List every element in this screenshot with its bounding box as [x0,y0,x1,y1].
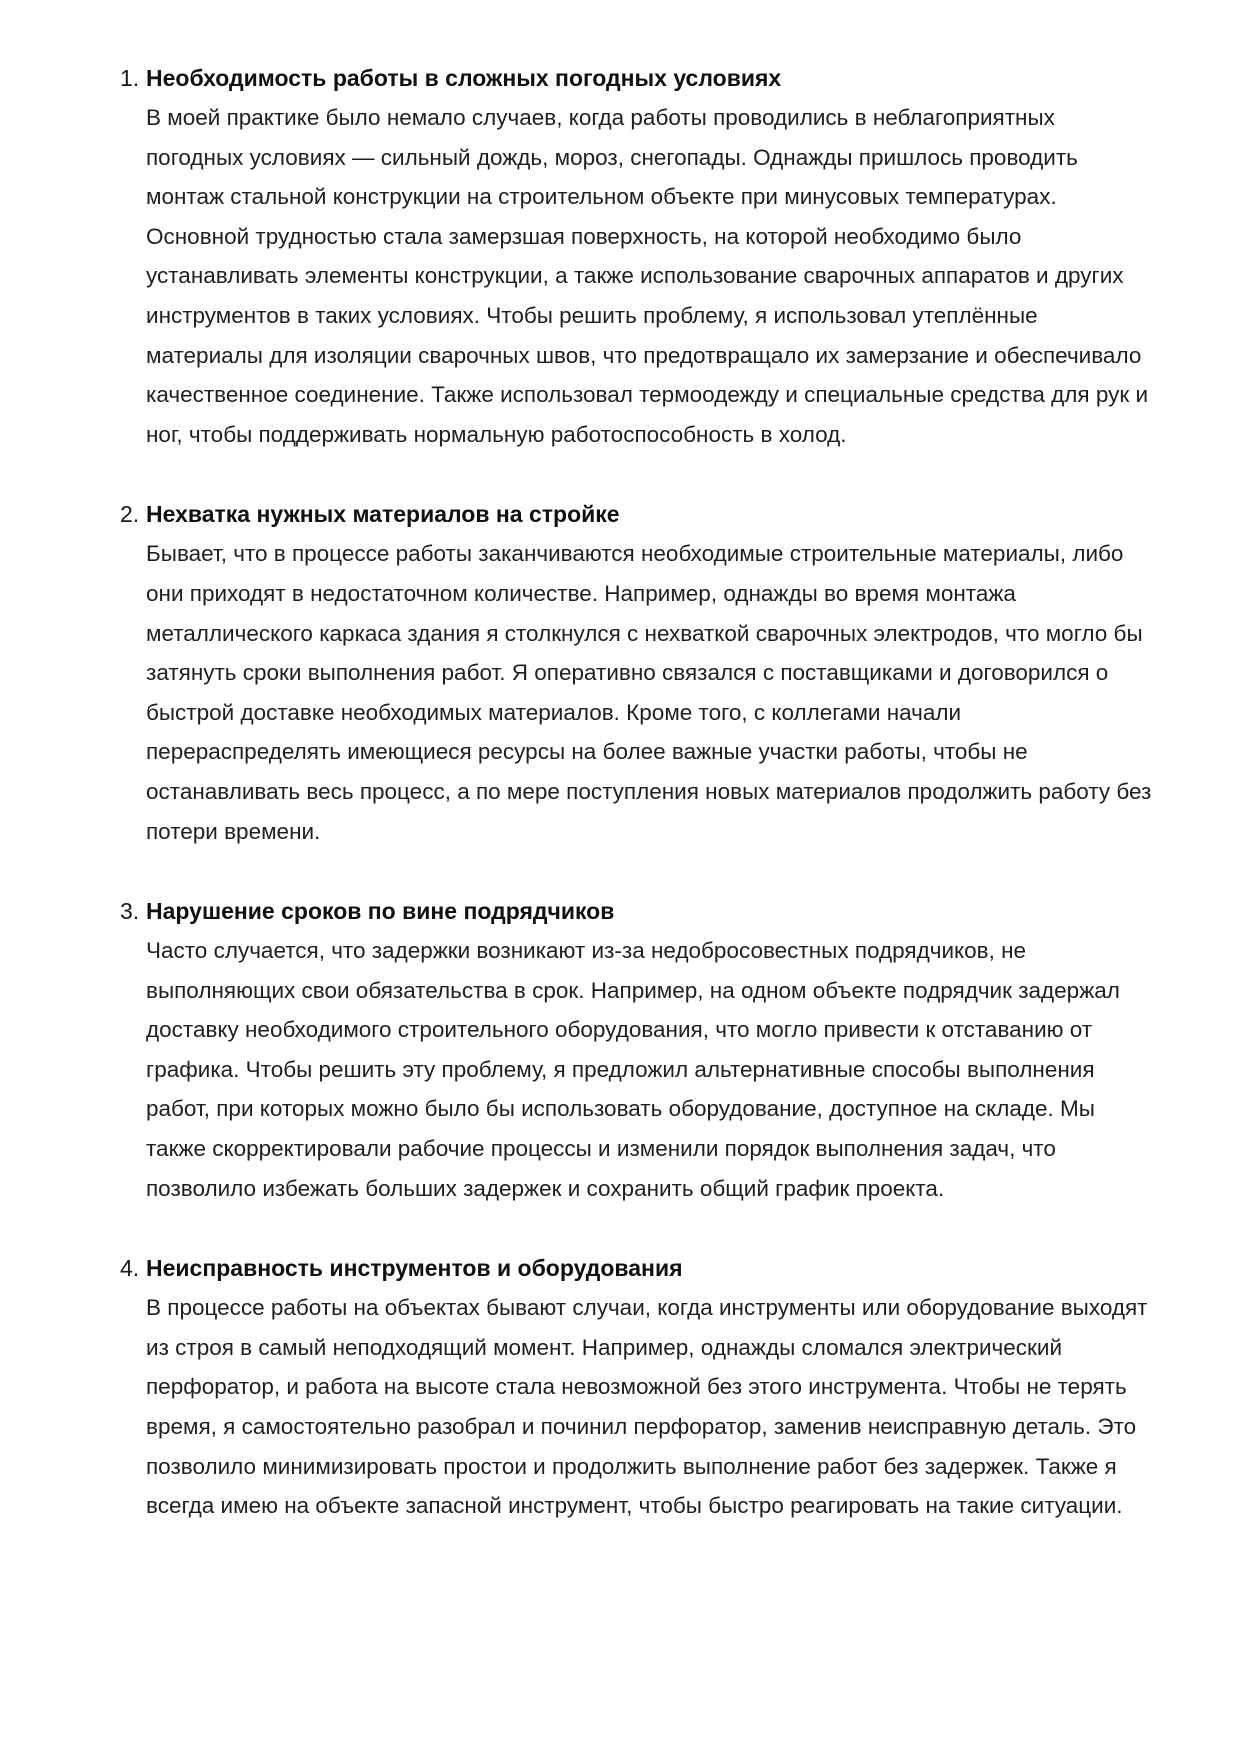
list-item [110,1248,1155,1526]
item-body: Бывает, что в процессе работы заканчиваются необходимые строительные материалы, либо они приходят в недостаточном количестве. Например, однажды во время монтажа металлического каркаса здания я столкнулся с нехваткой сварочных электродов, что могло бы затянуть сроки выполнения работ. Я оперативно связался с поставщиками и договорился о быстрой доставке необходимых материалов. Кроме того, с коллегами начали перераспределять имеющиеся ресурсы на более важные участки работы, чтобы не останавливать весь процесс, а по мере поступления новых материалов продолжить работу без потери времени. [146,541,1152,844]
item-number: 1. [120,65,140,91]
item-title: Неисправность инструментов и оборудования [146,1255,683,1282]
numbered-list [110,58,1155,1526]
list-item [110,58,1155,454]
item-number: 4. [120,1255,140,1282]
item-body: Часто случается, что задержки возникают из-за недобросовестных подрядчиков, не выполняющих свои обязательства в срок. Например, на одном объекте подрядчик задержал доставку необходимого строительного оборудования, что могло привести к отставанию от графика. Чтобы решить эту проблему, я предложил альтернативные способы выполнения работ, при которых можно было бы использовать оборудование, доступное на складе. Мы также скорректировали рабочие процессы и изменили порядок выполнения задач, что позволило избежать больших задержек и сохранить общий график проекта. [146,938,1120,1201]
item-title: Необходимость работы в сложных погодных условиях [146,65,782,91]
list-item [110,494,1155,851]
item-number: 3. [120,898,140,925]
item-body: В процессе работы на объектах бывают случаи, когда инструменты или оборудование выходят из строя в самый неподходящий момент. Например, однажды сломался электрический перфоратор, и работа на высоте стала невозможной без этого инструмента. Чтобы не терять время, я самостоятельно разобрал и починил перфоратор, заменив неисправную деталь. Это позволило минимизировать простои и продолжить выполнение работ без задержек. Также я всегда имею на объекте запасной инструмент, чтобы быстро реагировать на такие ситуации. [146,1295,1148,1519]
item-body: В моей практике было немало случаев, когда работы проводились в неблагоприятных погодных условиях — сильный дождь, мороз, снегопады. Однажды пришлось проводить монтаж стальной конструкции на строительном объекте при минусовых температурах. Основной трудностью стала замерзшая поверхность, на которой необходимо было устанавливать элементы конструкции, а также использование сварочных аппаратов и других инструментов в таких условиях. Чтобы решить проблему, я использовал утеплённые материалы для изоляции сварочных швов, что предотвращало их замерзание и обеспечивало качественное соединение. Также использовал термоодежду и специальные средства для рук и ног, чтобы поддерживать нормальную работоспособность в холод. [146,105,1149,447]
item-number: 2. [120,501,140,528]
item-title: Нехватка нужных материалов на стройке [146,501,620,528]
item-title: Нарушение сроков по вине подрядчиков [146,898,615,925]
list-item [110,891,1155,1208]
